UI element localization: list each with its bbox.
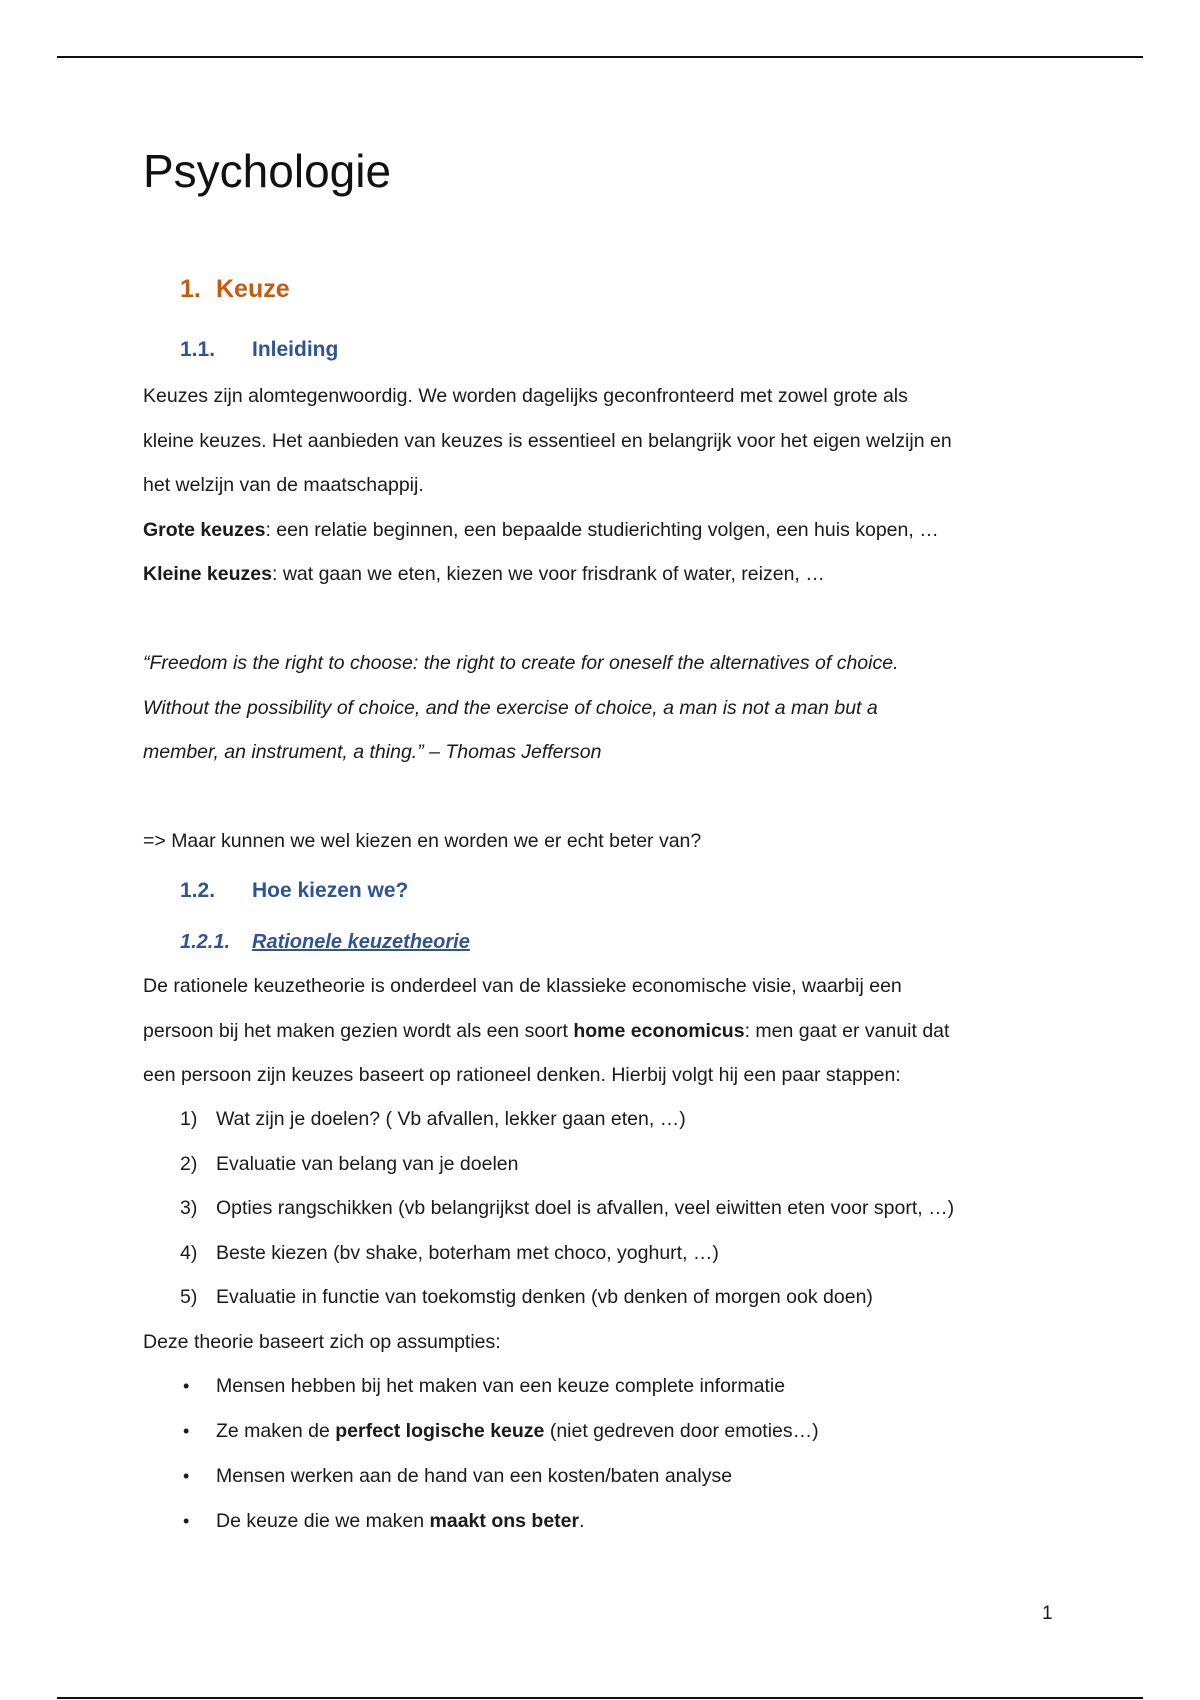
list-marker: 2) — [180, 1152, 198, 1175]
rationale-text: : men gaat er vanuit dat — [744, 1019, 950, 1042]
list-item-text: Mensen werken aan de hand van een kosten/baten analyse — [216, 1465, 733, 1487]
bullet-icon: • — [183, 1511, 190, 1531]
bullet-icon: • — [183, 1466, 190, 1486]
list-item-text: Opties rangschikken (vb belangrijkst doel is afvallen, veel eiwitten eten voor sport, …) — [216, 1197, 955, 1219]
list-item — [143, 1231, 1063, 1276]
list-item-text: . — [579, 1510, 585, 1532]
header-rule — [57, 56, 1143, 58]
subsubsection-heading-rationele-keuzetheorie — [180, 932, 470, 952]
list-item-text: (niet gedreven door emoties…) — [544, 1420, 819, 1442]
empty-line — [143, 597, 1063, 642]
list-item-text: De keuze die we maken — [216, 1510, 430, 1532]
bullet-icon: • — [183, 1421, 190, 1441]
list-item — [143, 1186, 1063, 1231]
list-item — [143, 1364, 1063, 1409]
rationale-line: een persoon zijn keuzes baseert op rationeel denken. Hierbij volgt hij een paar stappen: — [143, 1064, 901, 1086]
section-heading-keuze — [180, 277, 290, 302]
list-item — [143, 1409, 1063, 1454]
list-item-emphasis: perfect logische keuze — [335, 1420, 545, 1442]
intro-paragraph-line: Keuzes zijn alomtegenwoordig. We worden dagelijks geconfronteerd met zowel grote als — [143, 385, 908, 407]
subsubsection-number: 1.2.1. — [180, 931, 231, 953]
quote-line: member, an instrument, a thing.” – Thomas Jefferson — [143, 741, 602, 763]
list-item — [143, 1454, 1063, 1499]
kleine-keuzes-text: : wat gaan we eten, kiezen we voor frisdrank of water, reizen, … — [271, 563, 825, 585]
list-item — [143, 1275, 1063, 1320]
list-item — [143, 1097, 1063, 1142]
subsection-number: 1.1. — [180, 338, 216, 361]
list-item-text: Ze maken de — [216, 1420, 336, 1442]
subsection-title: Hoe kiezen we? — [252, 879, 409, 902]
grote-keuzes-text: : een relatie beginnen, een bepaalde studierichting volgen, een huis kopen, … — [265, 518, 939, 541]
subsubsection-title: Rationele keuzetheorie — [252, 931, 470, 953]
grote-keuzes-line — [143, 508, 1063, 553]
list-item-text: Evaluatie in functie van toekomstig denken (vb denken of morgen ook doen) — [216, 1286, 873, 1308]
intro-section-body — [143, 374, 1063, 864]
empty-line — [143, 775, 1063, 820]
intro-paragraph-line: het welzijn van de maatschappij. — [143, 474, 424, 496]
list-item-text: Beste kiezen (bv shake, boterham met choco, yoghurt, …) — [216, 1241, 719, 1264]
list-item-text: Mensen hebben bij het maken van een keuze complete informatie — [216, 1375, 786, 1397]
assumptions-list — [143, 1364, 1063, 1544]
grote-keuzes-label: Grote keuzes — [143, 518, 266, 541]
rationale-line: De rationele keuzetheorie is onderdeel van de klassieke economische visie, waarbij een — [143, 975, 902, 997]
rationale-paragraph — [143, 964, 1063, 1098]
list-marker: 3) — [180, 1197, 198, 1219]
quote-line: Without the possibility of choice, and the exercise of choice, a man is not a man but a — [143, 696, 878, 719]
question-line: => Maar kunnen we wel kiezen en worden we er echt beter van? — [143, 830, 702, 852]
home-economicus-term: home economicus — [573, 1019, 745, 1042]
section-title: Keuze — [216, 275, 290, 303]
section-number: 1. — [180, 275, 201, 303]
document-title: Psychologie — [143, 145, 392, 197]
subsection-heading-inleiding — [180, 339, 338, 360]
list-item-text: Evaluatie van belang van je doelen — [216, 1152, 519, 1175]
assumptions-intro: Deze theorie baseert zich op assumpties: — [143, 1331, 501, 1353]
kleine-keuzes-line — [143, 552, 1063, 597]
list-marker: 4) — [180, 1241, 198, 1264]
steps-list — [143, 1097, 1063, 1320]
bullet-icon: • — [183, 1376, 190, 1396]
subsection-number: 1.2. — [180, 879, 216, 902]
subsection-heading-hoe-kiezen-we — [180, 880, 408, 901]
list-item-emphasis: maakt ons beter — [429, 1510, 580, 1532]
subsection-title: Inleiding — [252, 338, 339, 361]
assumptions-intro-block — [143, 1320, 1063, 1365]
list-marker: 1) — [180, 1108, 198, 1130]
intro-paragraph-line: kleine keuzes. Het aanbieden van keuzes is essentieel en belangrijk voor het eigen welzijn en — [143, 429, 952, 452]
page-number: 1 — [1042, 1603, 1053, 1624]
list-item — [143, 1142, 1063, 1187]
kleine-keuzes-label: Kleine keuzes — [143, 563, 272, 585]
list-item-text: Wat zijn je doelen? ( Vb afvallen, lekker gaan eten, …) — [216, 1108, 686, 1130]
footer-rule — [57, 1697, 1143, 1699]
list-item — [143, 1499, 1063, 1544]
rationale-line — [143, 1009, 1063, 1054]
list-marker: 5) — [180, 1286, 198, 1308]
rationale-text: persoon bij het maken gezien wordt als een soort — [143, 1019, 574, 1042]
quote-line: “Freedom is the right to choose: the right to create for oneself the alternatives of choice. — [143, 652, 899, 674]
